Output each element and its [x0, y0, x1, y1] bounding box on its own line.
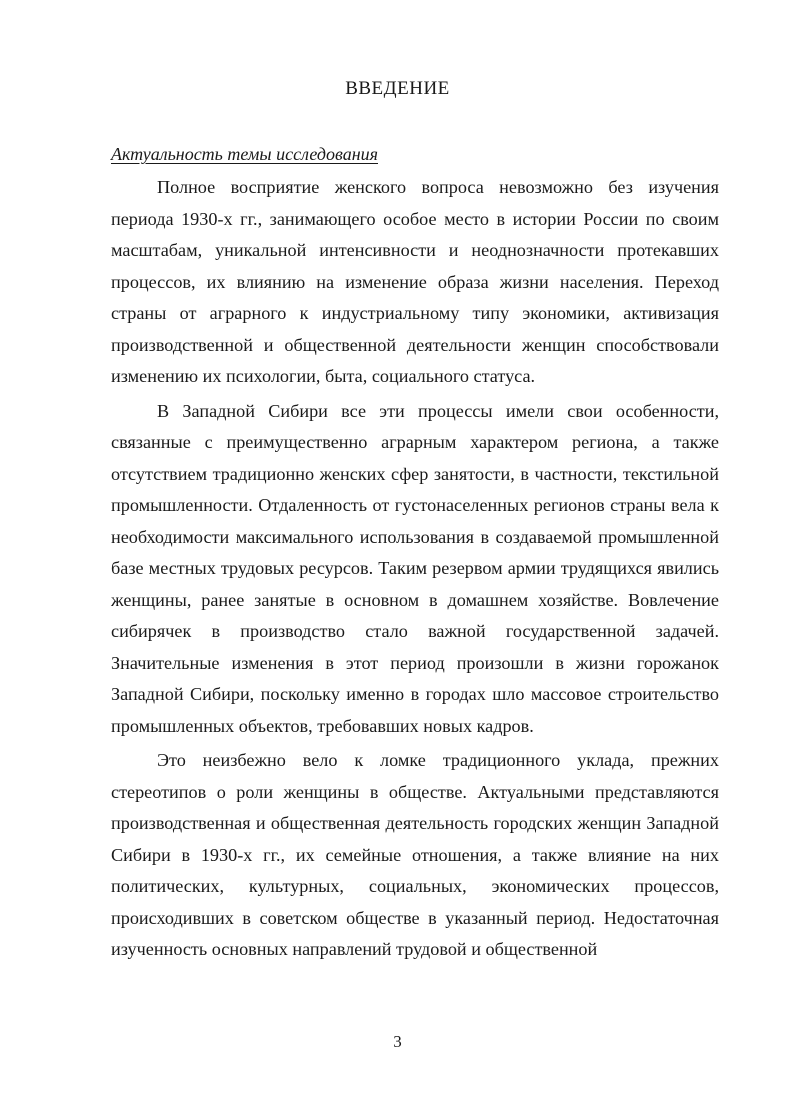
page-title: ВВЕДЕНИЕ [345, 78, 450, 99]
page-number: 3 [393, 1032, 402, 1051]
paragraph-1: Полное восприятие женского вопроса невозможно без изучения периода 1930-х гг., занимающего особое место в истории России по своим масштабам, уникальной интенсивности и неоднозначности протекавших процессов, их влиянию на изменение образа жизни населения. Переход страны от аграрного к индустриальному типу экономики, активизация производственной и общественной деятельности женщин способствовали изменению их психологии, быта, социального статуса. [111, 177, 719, 386]
paragraph-2: В Западной Сибири все эти процессы имели свои особенности, связанные с преимущественно аграрным характером региона, а также отсутствием традиционно женских сфер занятости, в частности, текстильной промышленности. Отдаленность от густонаселенных регионов страны вела к необходимости максимального использования в создаваемой промышленной базе местных трудовых ресурсов. Таким резервом армии трудящихся явились женщины, ранее занятые в основном в домашнем хозяйстве. Вовлечение сибирячек в производство стало важной государственной задачей. Значительные изменения в этот период произошли в жизни горожанок Западной Сибири, поскольку именно в городах шло массовое строительство промышленных объектов, требовавших новых кадров. [111, 400, 719, 736]
paragraph-3: Это неизбежно вело к ломке традиционного уклада, прежних стереотипов о роли женщины в обществе. Актуальными представляются производственная и общественная деятельность городских женщин Западной Сибири в 1930-х гг., их семейные отношения, а также влияние на них политических, культурных, социальных, экономических процессов, происходивших в советском обществе в указанный период. Недостаточная изученность основных направлений трудовой и общественной [111, 750, 719, 959]
section-heading: Актуальность темы исследования [111, 144, 378, 164]
body-text [111, 172, 719, 966]
